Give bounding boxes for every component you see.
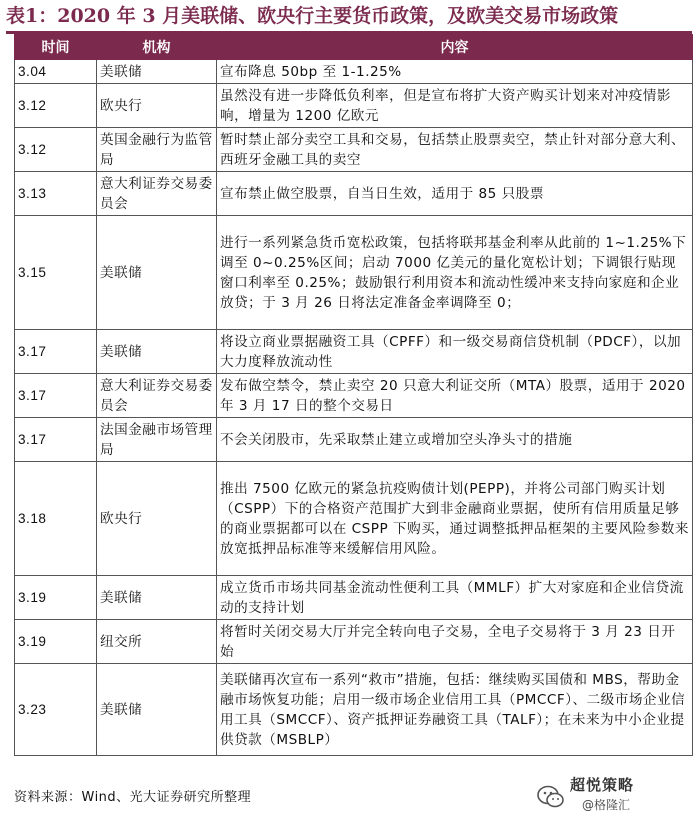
- row-time: 3.13: [15, 172, 97, 216]
- row-institution: 欧央行: [97, 462, 217, 576]
- row-content: 成立货币市场共同基金流动性便利工具（MMLF）扩大对家庭和企业信贷流动的支持计划: [217, 576, 693, 620]
- row-content: 虽然没有进一步降低负利率，但是宣布将扩大资产购买计划来对冲疫情影响，增量为 1200 亿欧元: [217, 84, 693, 128]
- table-row: [15, 60, 693, 84]
- row-time: 3.23: [15, 664, 97, 756]
- row-institution: 美联储: [97, 664, 217, 756]
- table-row: [15, 576, 693, 620]
- row-institution: 美联储: [97, 216, 217, 330]
- row-institution: 纽交所: [97, 620, 217, 664]
- row-time: 3.12: [15, 84, 97, 128]
- row-time: 3.19: [15, 620, 97, 664]
- watermark-line2: @格隆汇: [582, 798, 631, 812]
- table-row: [15, 374, 693, 418]
- row-content: 推出 7500 亿欧元的紧急抗疫购债计划(PEPP)，并将公司部门购买计划（CSPP）下的合格资产范围扩大到非金融商业票据，使所有信用质量足够的商业票据都可以在 CSPP 下购买，通过调整抵押品框架的主要风险参数来放宽抵押品标准等来缓解信用风险。: [217, 462, 693, 576]
- header-time: 时间: [15, 35, 97, 60]
- row-institution: 意大利证券交易委员会: [97, 374, 217, 418]
- row-time: 3.15: [15, 216, 97, 330]
- row-institution: 法国金融市场管理局: [97, 418, 217, 462]
- row-content: 将设立商业票据融资工具（CPFF）和一级交易商信贷机制（PDCF），以加大力度释放流动性: [217, 330, 693, 374]
- row-time: 3.19: [15, 576, 97, 620]
- header-content: 内容: [217, 35, 693, 60]
- row-time: 3.04: [15, 60, 97, 84]
- row-time: 3.17: [15, 374, 97, 418]
- row-institution: 美联储: [97, 576, 217, 620]
- row-content: 进行一系列紧急货币宽松政策，包括将联邦基金利率从此前的 1~1.25%下调至 0~0.25%区间；启动 7000 亿美元的量化宽松计划；下调银行贴现窗口利率至 0.25%；鼓励银行利用资本和流动性缓冲来支持向家庭和企业放贷；于 3 月 26 日将法定准备金率调降至 0；: [217, 216, 693, 330]
- header-institution: 机构: [97, 35, 217, 60]
- watermark-line1: 超悦策略: [570, 776, 635, 794]
- row-institution: 意大利证券交易委员会: [97, 172, 217, 216]
- watermark: [536, 772, 686, 814]
- source-note: 资料来源：Wind、光大证券研究所整理: [14, 790, 252, 805]
- row-content: 将暂时关闭交易大厅并完全转向电子交易，全电子交易将于 3 月 23 日开始: [217, 620, 693, 664]
- row-content: 宣布降息 50bp 至 1-1.25%: [217, 60, 693, 84]
- row-institution: 美联储: [97, 60, 217, 84]
- row-time: 3.17: [15, 418, 97, 462]
- policy-table: [14, 34, 693, 756]
- row-institution: 美联储: [97, 330, 217, 374]
- wechat-icon: [536, 782, 566, 812]
- table-row: [15, 664, 693, 756]
- row-time: 3.17: [15, 330, 97, 374]
- table-row: [15, 462, 693, 576]
- table-row: [15, 172, 693, 216]
- row-institution: 英国金融行为监管局: [97, 128, 217, 172]
- row-institution: 欧央行: [97, 84, 217, 128]
- table-row: [15, 84, 693, 128]
- table-header-row: [15, 35, 693, 60]
- row-content: 宣布禁止做空股票，自当日生效，适用于 85 只股票: [217, 172, 693, 216]
- table-row: [15, 620, 693, 664]
- table-row: [15, 216, 693, 330]
- row-time: 3.18: [15, 462, 97, 576]
- row-content: 不会关闭股市，先采取禁止建立或增加空头净头寸的措施: [217, 418, 693, 462]
- row-content: 美联储再次宣布一系列“救市”措施，包括：继续购买国债和 MBS，帮助金融市场恢复功能；启用一级市场企业信用工具（PMCCF）、二级市场企业信用工具（SMCCF）、资产抵押证券融资工具（TALF）；在未来为中小企业提供贷款（MSBLP）: [217, 664, 693, 756]
- table-row: [15, 128, 693, 172]
- table-row: [15, 330, 693, 374]
- row-time: 3.12: [15, 128, 97, 172]
- row-content: 暂时禁止部分卖空工具和交易，包括禁止股票卖空，禁止针对部分意大利、西班牙金融工具的卖空: [217, 128, 693, 172]
- table-title: 表1：2020 年 3 月美联储、欧央行主要货币政策，及欧美交易市场政策: [6, 5, 619, 27]
- table-row: [15, 418, 693, 462]
- row-content: 发布做空禁令，禁止卖空 20 只意大利证交所（MTA）股票，适用于 2020 年 3 月 17 日的整个交易日: [217, 374, 693, 418]
